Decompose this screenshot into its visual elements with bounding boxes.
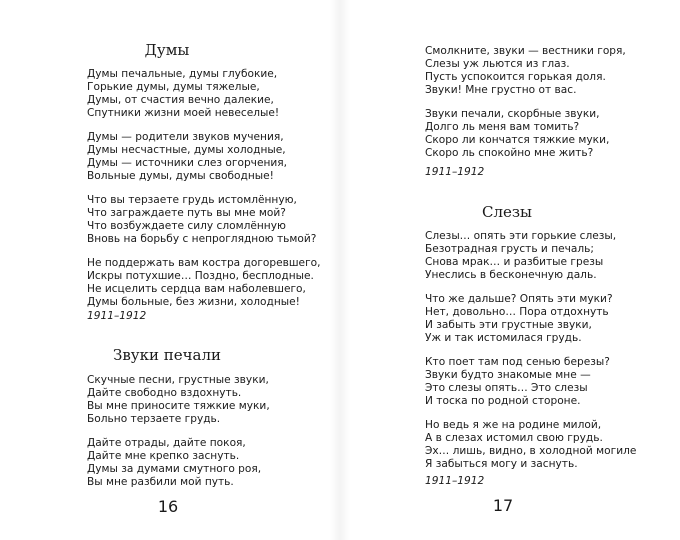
poem-body-zvuki-pechali	[87, 374, 270, 500]
verse-line: Нет, довольно… Пора отдохнуть	[425, 306, 609, 318]
stanza	[425, 108, 626, 160]
poem-title-dumy: Думы	[144, 41, 190, 59]
verse-line: Искры потухшие… Поздно, бесплодные.	[87, 270, 314, 282]
verse-line: Больно терзаете грудь.	[87, 413, 221, 425]
page-number-left: 16	[157, 497, 179, 516]
stanza	[87, 131, 321, 183]
stanza	[425, 419, 636, 471]
poem-body-dumy	[87, 68, 321, 320]
verse-line: Эх… лишь, видно, в холодной могиле	[425, 445, 637, 457]
verse-line: Скоро ль спокойно мне жить?	[425, 147, 594, 159]
poem-body-slezy	[425, 230, 636, 482]
verse-line: Не исцелить сердца вам наболевшего,	[87, 283, 306, 295]
verse-line: Дайте отрады, дайте покоя,	[87, 437, 246, 449]
stanza	[87, 68, 321, 120]
verse-line: Вы мне разбили мой путь.	[87, 476, 234, 488]
verse-line: Дайте мне крепко заснуть.	[87, 450, 240, 462]
verse-line: Я забыться могу и заснуть.	[425, 458, 578, 470]
poem-title-slezy: Слезы	[481, 203, 532, 221]
stanza	[425, 230, 636, 282]
verse-line: Снова мрак… и разбитые грезы	[425, 256, 604, 268]
verse-line: Думы печальные, думы глубокие,	[87, 68, 278, 80]
poem-year: 1911–1912	[87, 310, 147, 322]
verse-line: Вольные думы, думы свободные!	[87, 170, 274, 182]
verse-line: Это слезы опять… Это слезы	[425, 382, 588, 394]
poem-year: 1911–1912	[425, 166, 485, 178]
poem-body-zvuki-pechali-continued	[425, 45, 626, 171]
verse-line: Дайте свободно вздохнуть.	[87, 387, 242, 399]
stanza	[87, 374, 270, 426]
verse-line: И тоска по родной стороне.	[425, 395, 581, 407]
verse-line: Слезы уж льются из глаз.	[425, 58, 570, 70]
verse-line: Скоро ли кончатся тяжкие муки,	[425, 134, 610, 146]
verse-line: Но ведь я же на родине милой,	[425, 419, 602, 431]
stanza	[425, 45, 626, 97]
verse-line: Вы мне приносите тяжкие муки,	[87, 400, 270, 412]
verse-line: Что вы терзаете грудь истомлённую,	[87, 194, 297, 206]
verse-line: Что же дальше? Опять эти муки?	[425, 293, 613, 305]
stanza	[87, 437, 270, 489]
stanza	[87, 257, 321, 309]
stanza	[425, 356, 636, 408]
verse-line: Думы больные, без жизни, холодные!	[87, 296, 300, 308]
verse-line: А в слезах истомил свою грудь.	[425, 432, 603, 444]
verse-line: Думы несчастные, думы холодные,	[87, 144, 286, 156]
verse-line: Звуки! Мне грустно от вас.	[425, 84, 577, 96]
verse-line: Думы — источники слез огорчения,	[87, 157, 288, 169]
verse-line: Думы, от счастия вечно далекие,	[87, 94, 274, 106]
verse-line: Думы — родители звуков мучения,	[87, 131, 284, 143]
verse-line: Пусть успокоится горькая доля.	[425, 71, 606, 83]
verse-line: Безотрадная грусть и печаль;	[425, 243, 594, 255]
verse-line: Звуки будто знакомые мне —	[425, 369, 591, 381]
verse-line: Унеслись в бесконечную даль.	[425, 269, 597, 281]
verse-line: Спутники жизни моей невеселые!	[87, 107, 280, 119]
verse-line: Что возбуждаете силу сломлённую	[87, 220, 286, 232]
verse-line: И забыть эти грустные звуки,	[425, 319, 592, 331]
stanza	[87, 194, 321, 246]
stanza	[425, 293, 636, 345]
page-number-right: 17	[492, 496, 514, 515]
verse-line: Скучные песни, грустные звуки,	[87, 374, 269, 386]
verse-line: Горькие думы, думы тяжелые,	[87, 81, 260, 93]
verse-line: Не поддержать вам костра догоревшего,	[87, 257, 321, 269]
verse-line: Что заграждаете путь вы мне мой?	[87, 207, 286, 219]
verse-line: Думы за думами смутного роя,	[87, 463, 262, 475]
verse-line: Смолкните, звуки — вестники горя,	[425, 45, 626, 57]
verse-line: Звуки печали, скорбные звуки,	[425, 108, 600, 120]
verse-line: Кто поет там под сенью березы?	[425, 356, 610, 368]
poem-year: 1911–1912	[425, 475, 485, 487]
verse-line: Уж и так истомилася грудь.	[425, 332, 582, 344]
book-gutter	[330, 0, 350, 540]
verse-line: Вновь на борьбу с непроглядною тьмой?	[87, 233, 317, 245]
verse-line: Слезы… опять эти горькие слезы,	[425, 230, 617, 242]
poem-title-zvuki-pechali: Звуки печали	[112, 346, 222, 364]
verse-line: Долго ль меня вам томить?	[425, 121, 580, 133]
